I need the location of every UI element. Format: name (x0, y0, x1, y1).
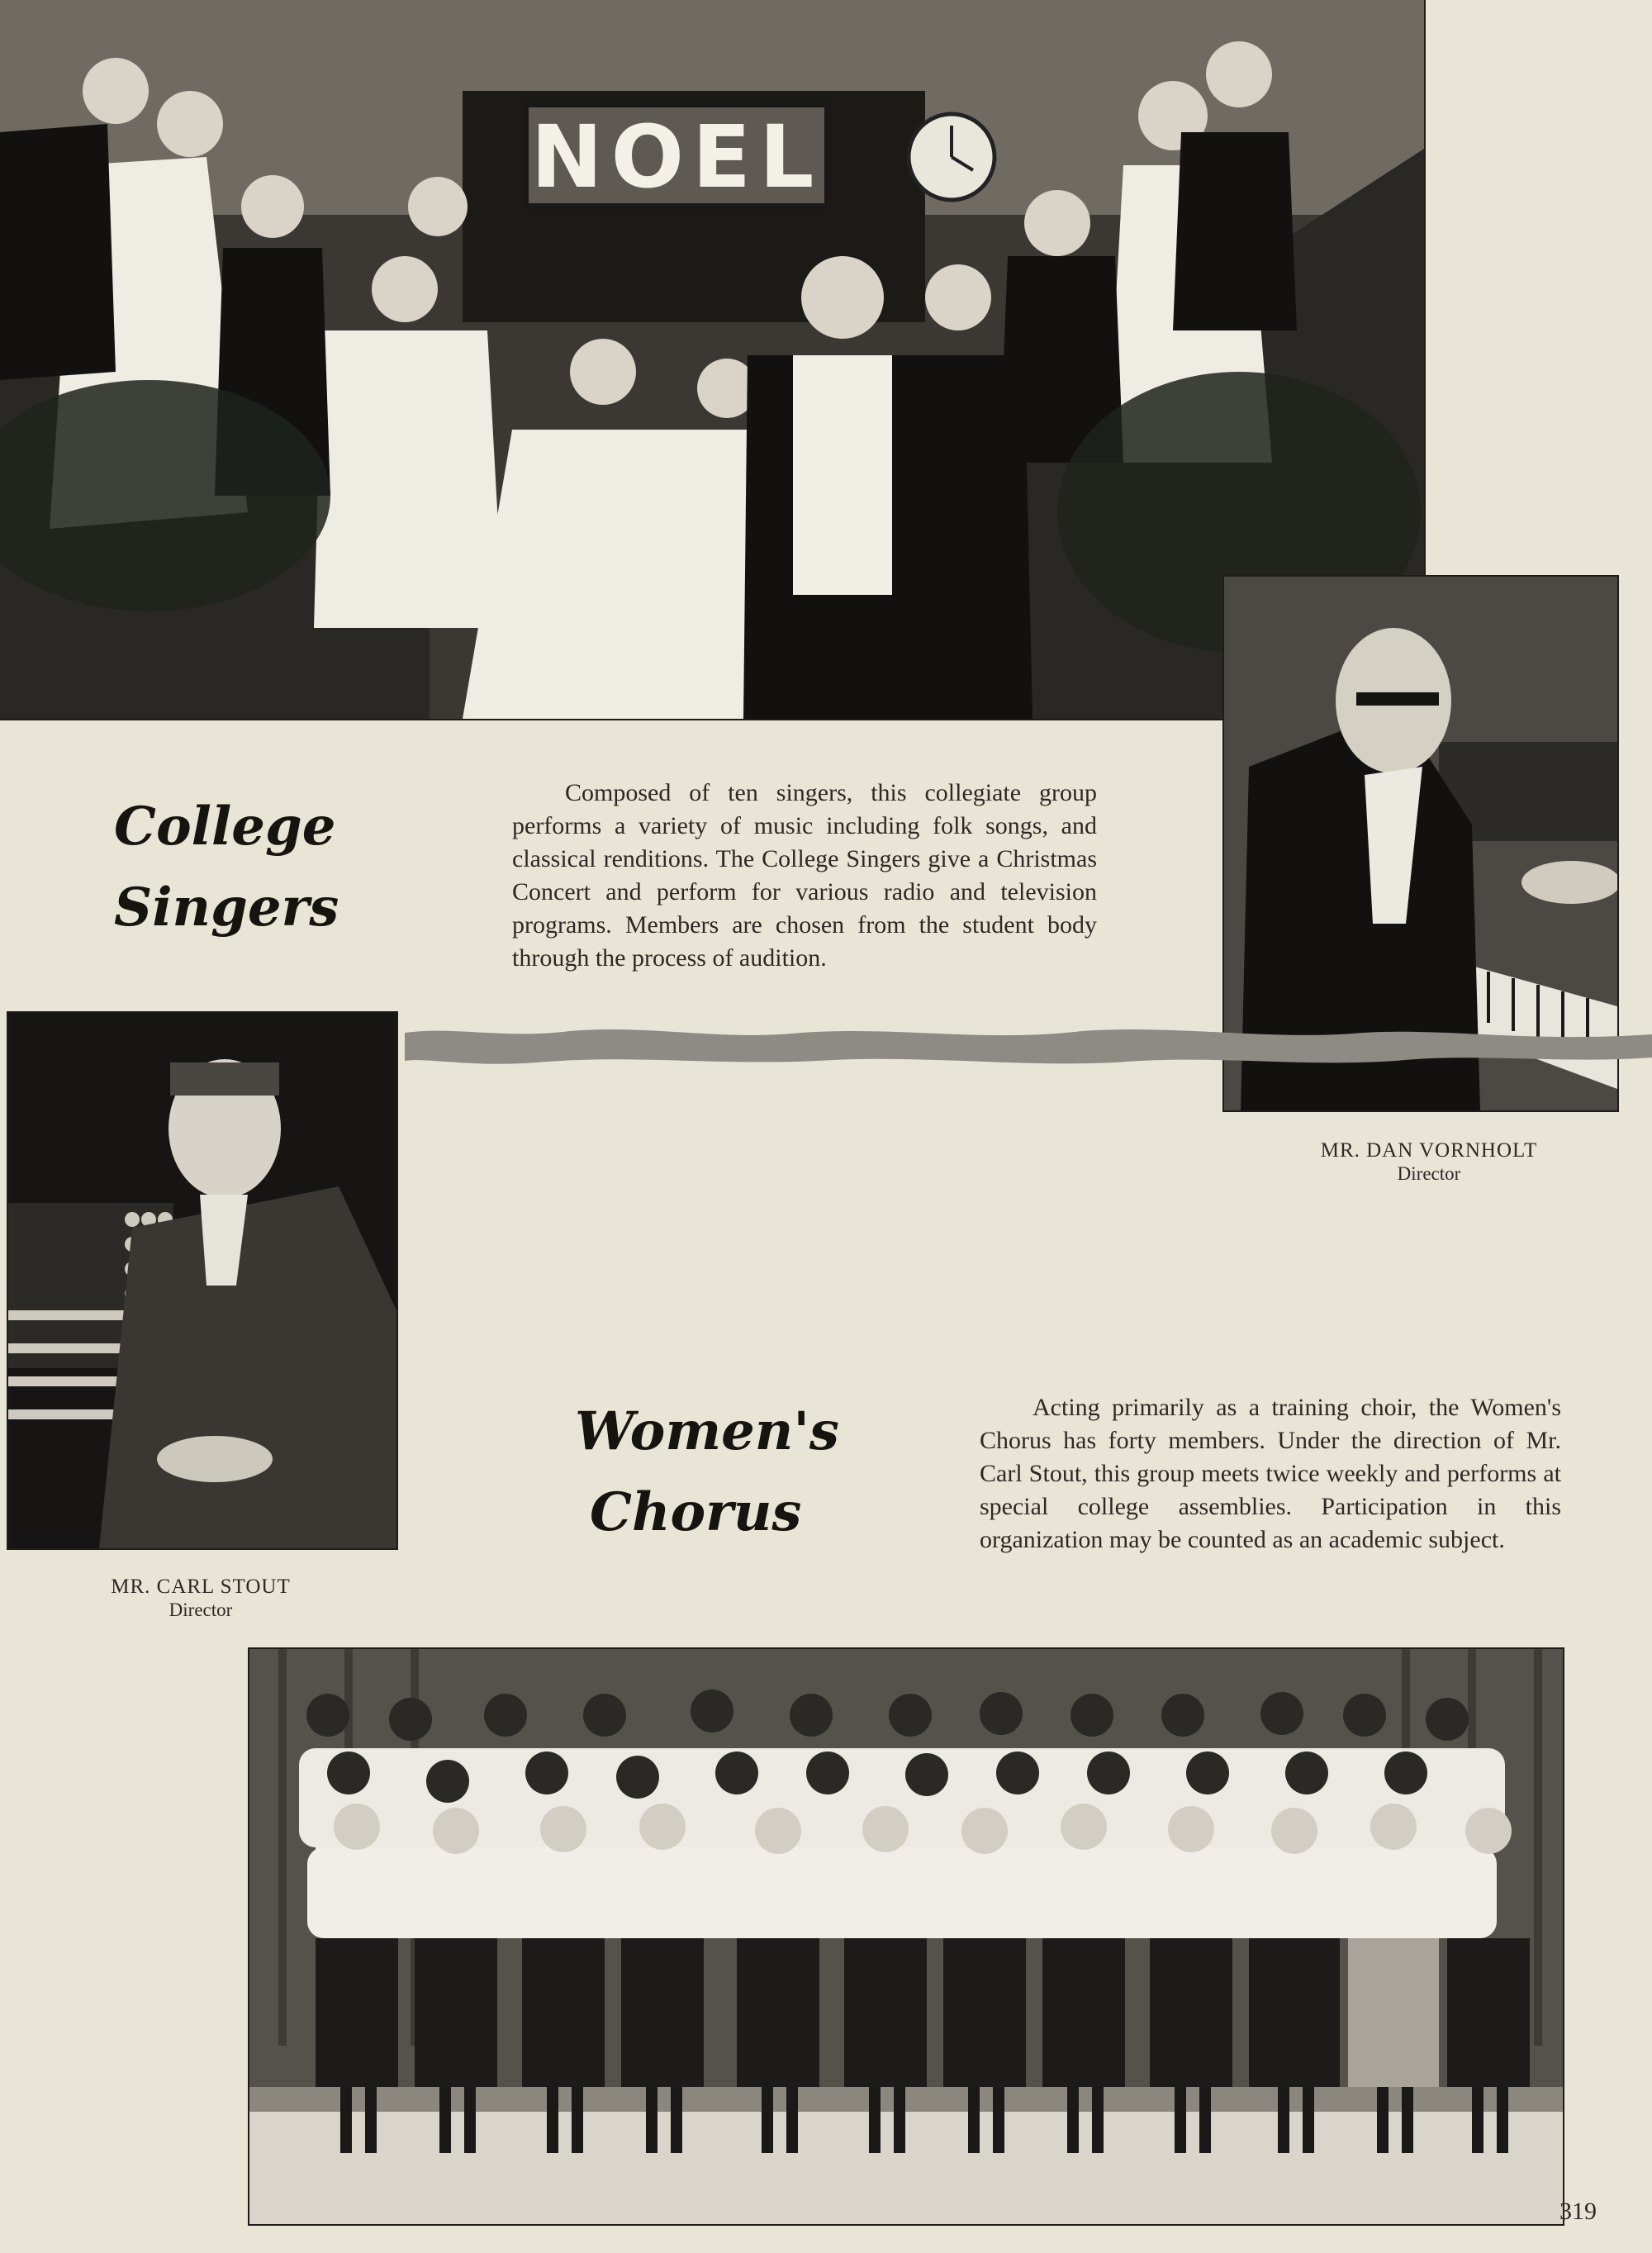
college-singers-photo (0, 0, 1426, 720)
carl-stout-photo (7, 1011, 398, 1550)
college-singers-title-line1: College (114, 796, 336, 858)
brush-divider (405, 1024, 1652, 1067)
carl-stout-name: MR. CARL STOUT (111, 1576, 291, 1598)
dan-vornholt-name: MR. DAN VORNHOLT (1320, 1139, 1538, 1162)
dan-vornholt-caption (1222, 1138, 1635, 1185)
womens-chorus-photo (248, 1647, 1564, 2226)
womens-chorus-title-line1: Women's (575, 1400, 839, 1462)
page-number: 319 (1559, 2198, 1597, 2225)
womens-chorus-title-line2: Chorus (590, 1481, 802, 1543)
college-singers-description: Composed of ten singers, this collegiate group performs a variety of music including folk songs, and classical renditions. The College Singers give a Christmas Concert and perform for various radio and television programs. Members are chosen from the student body through the process of audition. (512, 779, 1097, 972)
college-singers-title (114, 787, 339, 948)
womens-chorus-description: Acting primarily as a training choir, the Women's Chorus has forty members. Under the direction of Mr. Carl Stout, this group meets twice weekly and performs at special college assemblies. Participation in this organization may be counted as an academic subject. (980, 1394, 1561, 1553)
womens-chorus-title (575, 1391, 839, 1553)
carl-stout-caption (0, 1575, 401, 1621)
college-singers-title-line2: Singers (114, 877, 339, 939)
noel-sign: NOEL (530, 107, 823, 207)
dan-vornholt-role: Director (1397, 1163, 1461, 1184)
carl-stout-role: Director (169, 1599, 233, 1620)
